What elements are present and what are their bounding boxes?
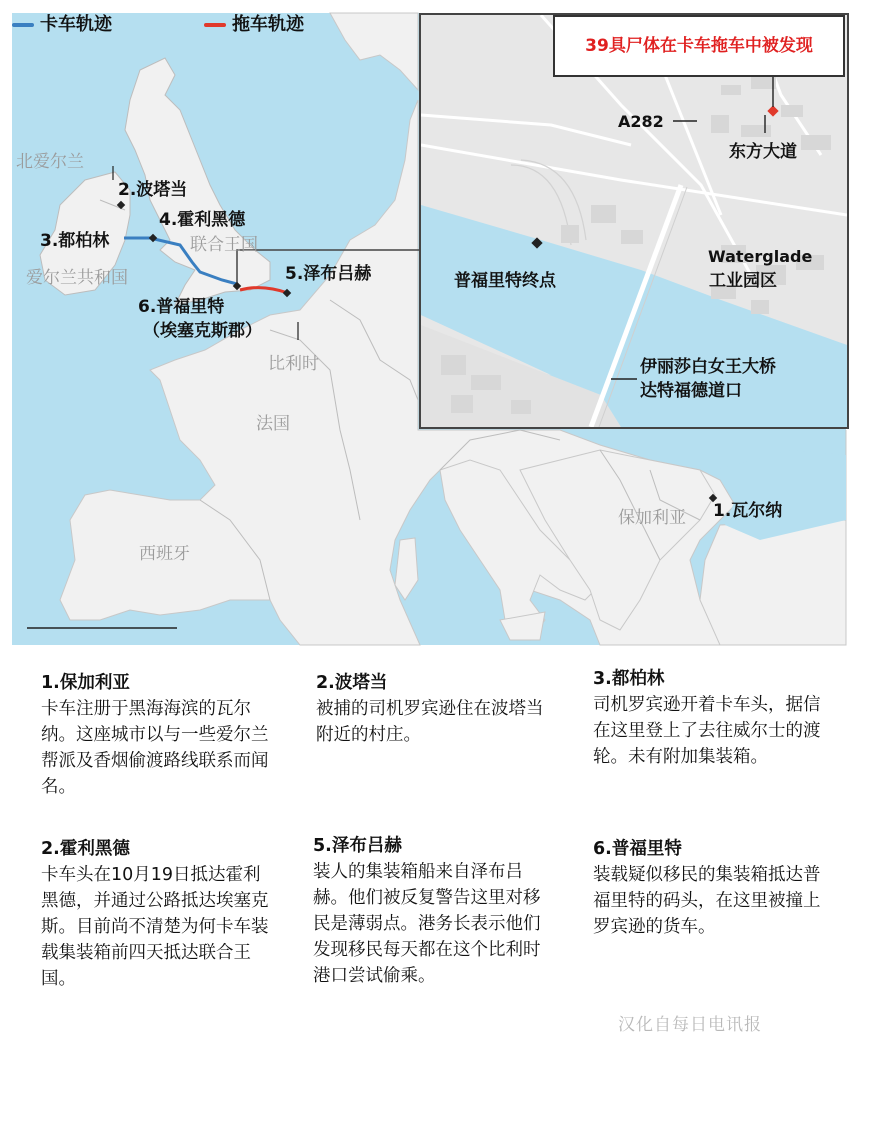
label-spain: 西班牙 [139, 544, 190, 564]
label-ireland: 爱尔兰共和国 [26, 268, 128, 288]
label-eastern-avenue: 东方大道 [729, 142, 797, 162]
label-uk: 联合王国 [190, 235, 258, 255]
legend-truck-label: 卡车轨迹 [40, 14, 112, 35]
legend-truck-swatch [12, 23, 34, 27]
caption-portadown [316, 670, 546, 748]
caption-body: 装载疑似移民的集装箱抵达普福里特的码头，在这里被撞上罗宾逊的货车。 [593, 865, 821, 937]
marker-bodies-found [767, 105, 778, 116]
label-varna: 1.瓦尔纳 [713, 501, 783, 521]
legend-truck [12, 10, 112, 35]
legend-trailer-swatch [204, 23, 226, 27]
caption-body: 装人的集装箱船来自泽布吕赫。他们被反复警告这里对移民是薄弱点。港务长表示他们发现移民每天都在这个比利时港口尝试偷乘。 [313, 862, 541, 986]
caption-title: 2.霍利黑德 [41, 839, 130, 859]
label-purfleet: 6.普福里特 [138, 297, 225, 317]
caption-title: 5.泽布吕赫 [313, 836, 402, 856]
label-dartford-crossing: 达特福德道口 [640, 381, 742, 401]
label-dublin: 3.都柏林 [40, 231, 110, 251]
label-portadown: 2.波塔当 [118, 180, 188, 200]
caption-zeebrugge [313, 833, 545, 989]
legend-trailer-label: 拖车轨迹 [232, 14, 304, 35]
label-northern-ireland: 北爱尔兰 [16, 152, 84, 172]
legend-trailer [204, 10, 304, 35]
caption-title: 1.保加利亚 [41, 673, 130, 693]
label-waterglade: Waterglade [708, 247, 813, 266]
bodies-found-callout: 39具尸体在卡车拖车中被发现 [553, 15, 845, 77]
caption-dublin [593, 666, 823, 770]
purfleet-inset-map [419, 13, 849, 429]
turkey-land [700, 520, 846, 645]
caption-bulgaria [41, 670, 271, 800]
caption-body: 司机罗宾逊开着卡车头，据信在这里登上了去往威尔士的渡轮。未有附加集装箱。 [593, 695, 821, 767]
caption-holyhead [41, 836, 271, 992]
label-belgium: 比利时 [268, 354, 319, 374]
caption-body: 卡车头在10月19日抵达霍利黑德，并通过公路抵达埃塞克斯。目前尚不清楚为何卡车装载集装箱前四天抵达联合王国。 [41, 865, 269, 989]
label-qe2-bridge: 伊丽莎白女王大桥 [640, 357, 776, 377]
label-france: 法国 [256, 414, 290, 434]
label-purfleet-terminal: 普福里特终点 [454, 271, 556, 291]
label-essex: （埃塞克斯郡） [143, 321, 262, 341]
label-a282: A282 [618, 112, 664, 131]
caption-title: 3.都柏林 [593, 669, 665, 689]
caption-body: 卡车注册于黑海海滨的瓦尔纳。这座城市以与一些爱尔兰帮派及香烟偷渡路线联系而闻名。 [41, 699, 269, 797]
caption-body: 被捕的司机罗宾逊住在波塔当附近的村庄。 [316, 699, 544, 745]
caption-title: 6.普福里特 [593, 839, 682, 859]
caption-purfleet [593, 836, 823, 940]
caption-title: 2.波塔当 [316, 673, 388, 693]
label-bulgaria: 保加利亚 [618, 508, 686, 528]
label-industrial-park: 工业园区 [709, 271, 777, 291]
label-zeebrugge: 5.泽布吕赫 [285, 264, 372, 284]
label-holyhead: 4.霍利黑德 [159, 210, 246, 230]
source-credit: 汉化自每日电讯报 [618, 1015, 762, 1035]
